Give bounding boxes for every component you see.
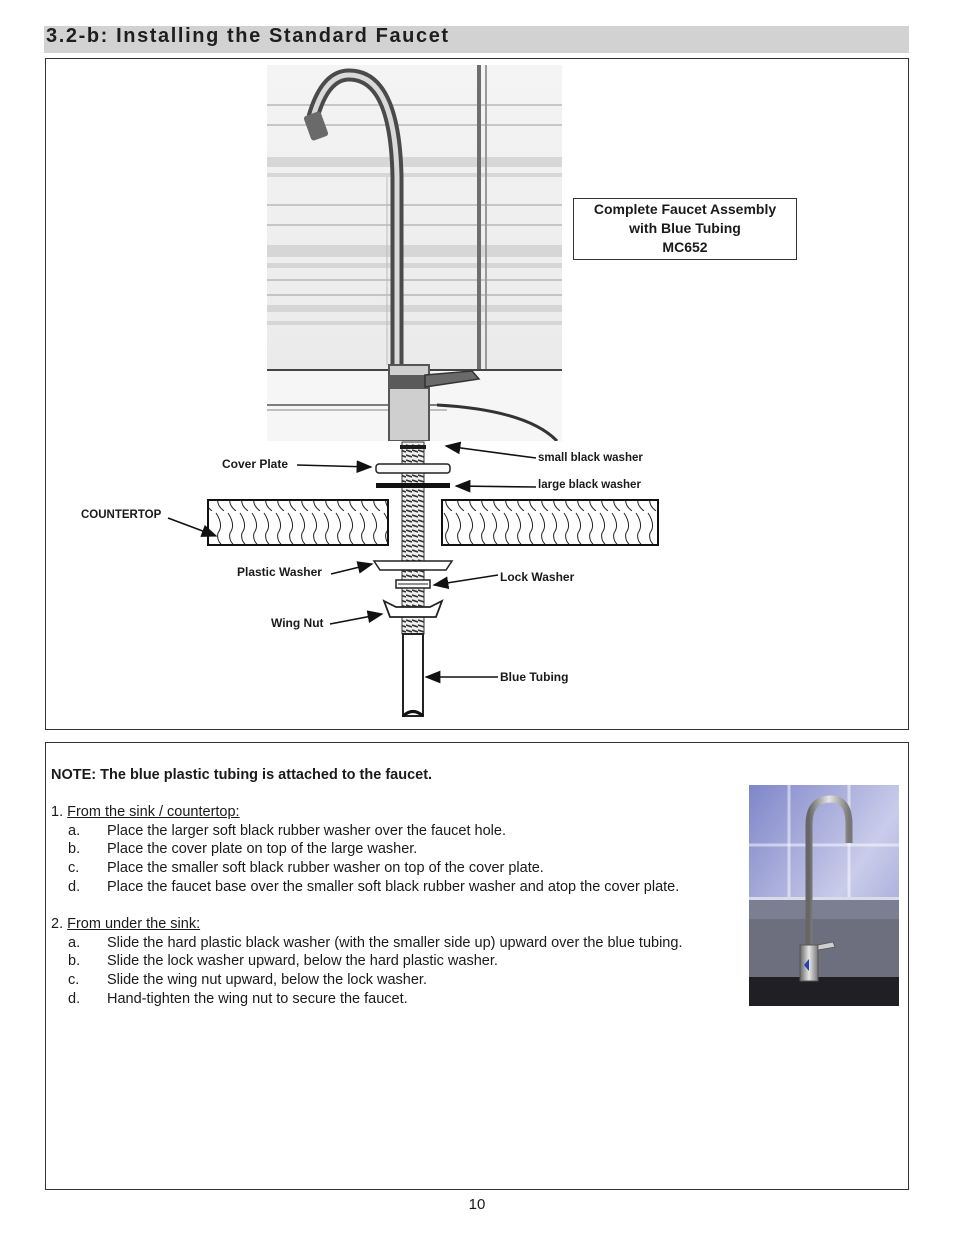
assembly-label-line1: Complete Faucet Assembly <box>593 201 777 217</box>
exploded-assembly-drawing <box>46 439 908 729</box>
list-item <box>51 840 418 859</box>
label-countertop: COUNTERTOP <box>81 509 162 521</box>
step-text: Place the cover plate on top of the large washer. <box>107 841 418 858</box>
page-number: 10 <box>468 1196 486 1213</box>
section-header <box>44 26 909 53</box>
section-heading <box>51 803 240 822</box>
list-item <box>51 990 408 1009</box>
instructions-panel <box>45 742 909 1190</box>
label-blue-tubing: Blue Tubing <box>500 670 569 684</box>
cover-plate <box>376 464 450 473</box>
countertop <box>208 500 658 545</box>
section-number: 2. <box>51 916 64 932</box>
blue-tubing <box>403 634 423 716</box>
label-plastic-washer: Plastic Washer <box>237 565 322 579</box>
faucet-photo <box>267 65 562 441</box>
step-letter: d. <box>68 878 81 895</box>
list-item <box>51 822 506 841</box>
list-item <box>51 878 680 897</box>
step-text: Slide the lock washer upward, below the hard plastic washer. <box>107 953 498 970</box>
plastic-washer <box>374 561 452 570</box>
label-small-black-washer: small black washer <box>538 452 643 464</box>
large-black-washer <box>376 483 450 488</box>
faucet-diagram-panel <box>45 58 909 730</box>
section-under-sink <box>51 915 683 1008</box>
assembly-label-line3: MC652 <box>662 239 708 255</box>
section-title: 3.2-b: Installing the Standard Faucet <box>46 25 450 47</box>
label-large-black-washer: large black washer <box>538 479 641 491</box>
section-number: 1. <box>51 804 64 820</box>
section-sink-countertop <box>51 803 680 896</box>
step-letter: a. <box>68 934 81 951</box>
small-black-washer <box>400 445 426 449</box>
section-heading <box>51 915 200 934</box>
label-wing-nut: Wing Nut <box>271 616 324 630</box>
list-item <box>51 859 544 878</box>
step-text: Place the larger soft black rubber washer over the faucet hole. <box>107 822 506 839</box>
step-letter: b. <box>68 841 81 858</box>
step-text: Hand-tighten the wing nut to secure the faucet. <box>107 990 408 1007</box>
list-item <box>51 971 427 990</box>
step-text: Slide the wing nut upward, below the lock washer. <box>107 972 427 989</box>
step-text: Slide the hard plastic black washer (with the smaller side up) upward over the blue tubing. <box>107 934 683 951</box>
step-letter: c. <box>68 860 80 877</box>
list-item <box>51 934 683 953</box>
step-letter: d. <box>68 990 81 1007</box>
list-item <box>51 952 498 971</box>
label-lock-washer: Lock Washer <box>500 570 575 584</box>
step-text: Place the smaller soft black rubber washer on top of the cover plate. <box>107 860 544 877</box>
step-text: Place the faucet base over the smaller soft black rubber washer and atop the cover plate. <box>107 878 680 895</box>
label-cover-plate: Cover Plate <box>222 457 289 471</box>
note-text: NOTE: The blue plastic tubing is attached to the faucet. <box>51 767 433 783</box>
step-letter: a. <box>68 822 81 839</box>
section-title: From the sink / countertop: <box>67 804 240 820</box>
section-title: From under the sink: <box>67 916 201 932</box>
assembly-label-box <box>573 198 797 260</box>
faucet-product-photo <box>749 785 899 1006</box>
step-letter: c. <box>68 972 80 989</box>
step-letter: b. <box>68 953 81 970</box>
assembly-label-line2: with Blue Tubing <box>629 220 741 236</box>
